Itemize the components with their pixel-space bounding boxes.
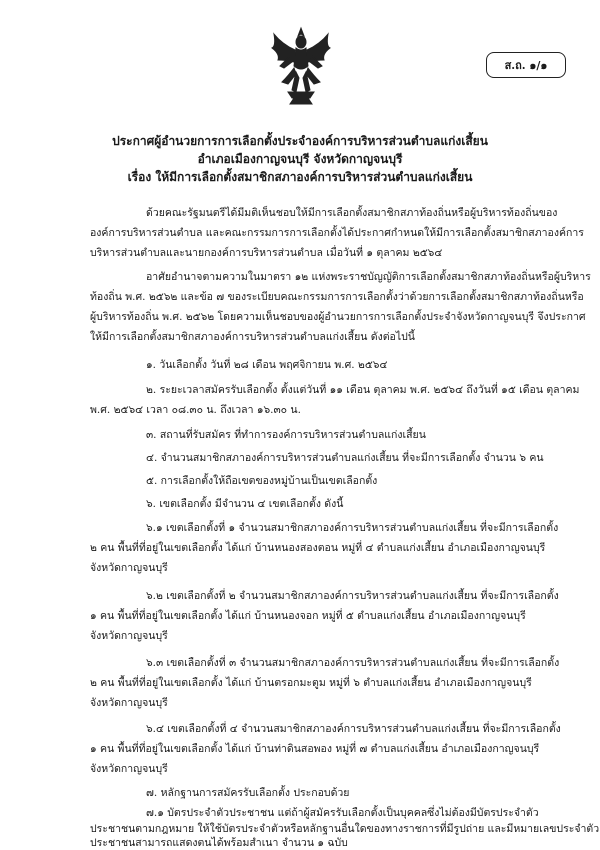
district-line: จังหวัดกาญจนบุรี (90, 562, 168, 574)
district-line: ๒ คน พื้นที่ที่อยู่ในเขตเลือกตั้ง ได้แก่ บ้านตรอกมะตูม หมู่ที่ ๖ ตำบลแก่งเสี้ยน อำเภอเมืองกาญจนบุรี (90, 677, 532, 689)
district-line: ๒ คน พื้นที่ที่อยู่ในเขตเลือกตั้ง ได้แก่ บ้านหนองสองตอน หมู่ที่ ๔ ตำบลแก่งเสี้ยน อำเภอเมืองกาญจนบุรี (90, 542, 546, 554)
item-constituency-count: ๖. เขตเลือกตั้ง มีจำนวน ๔ เขตเลือกตั้ง ดังนี้ (146, 498, 344, 510)
district-line: ๖.๓ เขตเลือกตั้งที่ ๓ จำนวนสมาชิกสภาองค์การบริหารส่วนตำบลแก่งเสี้ยน ที่จะมีการเลือกตั้ง (146, 657, 560, 669)
garuda-emblem-icon (268, 26, 334, 106)
announcement-title: ประกาศผู้อำนวยการการเลือกตั้งประจำองค์การบริหารส่วนตำบลแก่งเสี้ยน (112, 134, 488, 148)
district-line: จังหวัดกาญจนบุรี (90, 630, 168, 642)
district-line: ๖.๔ เขตเลือกตั้งที่ ๔ จำนวนสมาชิกสภาองค์การบริหารส่วนตำบลแก่งเสี้ยน ที่จะมีการเลือกตั้ง (146, 723, 561, 735)
item-member-count: ๔. จำนวนสมาชิกสภาองค์การบริหารส่วนตำบลแก่งเสี้ยน ที่จะมีการเลือกตั้ง จำนวน ๖ คน (146, 452, 544, 464)
intro-line: บริหารส่วนตำบลและนายกองค์การบริหารส่วนตำบล เมื่อวันที่ ๑ ตุลาคม ๒๕๖๔ (90, 247, 443, 259)
item-application-period: ๒. ระยะเวลาสมัครรับเลือกตั้ง ตั้งแต่วันที่ ๑๑ เดือน ตุลาคม พ.ศ. ๒๕๖๔ ถึงวันที่ ๑๕ เดือน ตุลาคม (146, 384, 580, 396)
district-line: ๑ คน พื้นที่ที่อยู่ในเขตเลือกตั้ง ได้แก่ บ้านท่าดินสอพอง หมู่ที่ ๗ ตำบลแก่งเสี้ยน อำเภอเมืองกาญจนบุรี (90, 743, 540, 755)
authority-line: ท้องถิ่น พ.ศ. ๒๕๖๒ และข้อ ๗ ของระเบียบคณะกรรมการการเลือกตั้งว่าด้วยการเลือกตั้งสมาชิกสภาท้องถิ่นหรือ (90, 291, 584, 303)
item-application-period-cont: พ.ศ. ๒๕๖๔ เวลา ๐๘.๓๐ น. ถึงเวลา ๑๖.๓๐ น. (90, 404, 301, 416)
authority-line: ผู้บริหารท้องถิ่น พ.ศ. ๒๕๖๒ โดยความเห็นชอบของผู้อำนวยการการเลือกตั้งประจำจังหวัดกาญจนบุรี จึงประกาศ (90, 311, 586, 323)
item-election-date: ๑. วันเลือกตั้ง วันที่ ๒๘ เดือน พฤศจิกายน พ.ศ. ๒๕๖๔ (146, 359, 388, 371)
district-line: ๑ คน พื้นที่ที่อยู่ในเขตเลือกตั้ง ได้แก่ บ้านหนองจอก หมู่ที่ ๕ ตำบลแก่งเสี้ยน อำเภอเมืองกาญจนบุรี (90, 610, 526, 622)
district-line: ๖.๒ เขตเลือกตั้งที่ ๒ จำนวนสมาชิกสภาองค์การบริหารส่วนตำบลแก่งเสี้ยน ที่จะมีการเลือกตั้ง (146, 590, 559, 602)
announcement-district: อำเภอเมืองกาญจนบุรี จังหวัดกาญจนบุรี (197, 152, 403, 166)
district-line: ๖.๑ เขตเลือกตั้งที่ ๑ จำนวนสมาชิกสภาองค์การบริหารส่วนตำบลแก่งเสี้ยน ที่จะมีการเลือกตั้ง (146, 522, 559, 534)
item-id-card-cont: ประชาชนสามารถแสดงตนได้พร้อมสำเนา จำนวน ๑ ฉบับ (90, 837, 348, 849)
intro-line: ด้วยคณะรัฐมนตรีได้มีมติเห็นชอบให้มีการเลือกตั้งสมาชิกสภาท้องถิ่นหรือผู้บริหารท้องถิ่นของ (146, 207, 558, 219)
item-id-card: ๗.๑ บัตรประจำตัวประชาชน แต่ถ้าผู้สมัครรับเลือกตั้งเป็นบุคคลซึ่งไม่ต้องมีบัตรประจำตัว (146, 807, 539, 819)
announcement-subject: เรื่อง ให้มีการเลือกตั้งสมาชิกสภาองค์การบริหารส่วนตำบลแก่งเสี้ยน (127, 170, 473, 184)
item-required-documents: ๗. หลักฐานการสมัครรับเลือกตั้ง ประกอบด้วย (146, 787, 350, 799)
item-constituency-rule: ๕. การเลือกตั้งให้ถือเขตของหมู่บ้านเป็นเขตเลือกตั้ง (146, 475, 378, 487)
item-id-card-cont: ประชาชนตามกฎหมาย ให้ใช้บัตรประจำตัวหรือหลักฐานอื่นใดของทางราชการที่มีรูปถ่าย และมีหมายเลขประจำตัว (90, 823, 600, 835)
district-line: จังหวัดกาญจนบุรี (90, 763, 168, 775)
item-application-place: ๓. สถานที่รับสมัคร ที่ทำการองค์การบริหารส่วนตำบลแก่งเสี้ยน (146, 429, 426, 441)
authority-line: อาศัยอำนาจตามความในมาตรา ๑๒ แห่งพระราชบัญญัติการเลือกตั้งสมาชิกสภาท้องถิ่นหรือผู้บริหาร (146, 271, 591, 283)
form-code-box: ส.ถ. ๑/๑ (486, 52, 566, 78)
intro-line: องค์การบริหารส่วนตำบล และคณะกรรมการการเลือกตั้งได้ประกาศกำหนดให้มีการเลือกตั้งสมาชิกสภาองค์การ (90, 227, 584, 239)
authority-line: ให้มีการเลือกตั้งสมาชิกสภาองค์การบริหารส่วนตำบลแก่งเสี้ยน ดังต่อไปนี้ (90, 331, 415, 343)
district-line: จังหวัดกาญจนบุรี (90, 697, 168, 709)
